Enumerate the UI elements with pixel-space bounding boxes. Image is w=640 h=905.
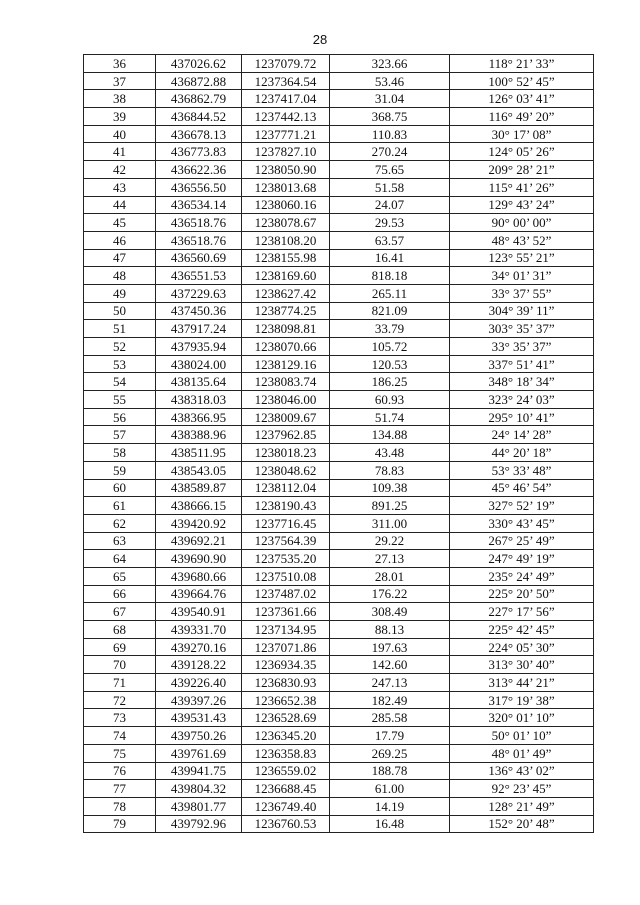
point-number-cell: 42: [84, 161, 156, 179]
x-coordinate-cell: 436862.79: [156, 90, 242, 108]
x-coordinate-cell: 439420.92: [156, 514, 242, 532]
point-number-cell: 51: [84, 320, 156, 338]
x-coordinate-cell: 436622.36: [156, 161, 242, 179]
direction-angle-cell: 30° 17’ 08”: [450, 125, 594, 143]
point-number-cell: 60: [84, 479, 156, 497]
direction-angle-cell: 92° 23’ 45”: [450, 780, 594, 798]
point-number-cell: 43: [84, 178, 156, 196]
direction-angle-cell: 317° 19’ 38”: [450, 691, 594, 709]
y-coordinate-cell: 1237510.08: [242, 567, 330, 585]
y-coordinate-cell: 1237962.85: [242, 426, 330, 444]
length-cell: 53.46: [330, 72, 450, 90]
y-coordinate-cell: 1238627.42: [242, 284, 330, 302]
point-number-cell: 68: [84, 621, 156, 639]
direction-angle-cell: 90° 00’ 00”: [450, 214, 594, 232]
direction-angle-cell: 209° 28’ 21”: [450, 161, 594, 179]
point-number-cell: 56: [84, 408, 156, 426]
direction-angle-cell: 34° 01’ 31”: [450, 267, 594, 285]
x-coordinate-cell: 436773.83: [156, 143, 242, 161]
y-coordinate-cell: 1237564.39: [242, 532, 330, 550]
point-number-cell: 69: [84, 638, 156, 656]
table-row: [84, 108, 594, 126]
length-cell: 323.66: [330, 55, 450, 73]
direction-angle-cell: 53° 33’ 48”: [450, 461, 594, 479]
table-row: [84, 302, 594, 320]
direction-angle-cell: 313° 30’ 40”: [450, 656, 594, 674]
table-row: [84, 762, 594, 780]
length-cell: 270.24: [330, 143, 450, 161]
y-coordinate-cell: 1238129.16: [242, 355, 330, 373]
length-cell: 60.93: [330, 391, 450, 409]
x-coordinate-cell: 438589.87: [156, 479, 242, 497]
x-coordinate-cell: 438366.95: [156, 408, 242, 426]
point-number-cell: 58: [84, 444, 156, 462]
length-cell: 88.13: [330, 621, 450, 639]
y-coordinate-cell: 1238169.60: [242, 267, 330, 285]
x-coordinate-cell: 439226.40: [156, 674, 242, 692]
length-cell: 78.83: [330, 461, 450, 479]
table-row: [84, 125, 594, 143]
table-row: [84, 621, 594, 639]
table-row: [84, 744, 594, 762]
length-cell: 31.04: [330, 90, 450, 108]
direction-angle-cell: 224° 05’ 30”: [450, 638, 594, 656]
direction-angle-cell: 152° 20’ 48”: [450, 815, 594, 833]
y-coordinate-cell: 1236830.93: [242, 674, 330, 692]
point-number-cell: 65: [84, 567, 156, 585]
y-coordinate-cell: 1238098.81: [242, 320, 330, 338]
point-number-cell: 78: [84, 797, 156, 815]
y-coordinate-cell: 1236749.40: [242, 797, 330, 815]
point-number-cell: 37: [84, 72, 156, 90]
y-coordinate-cell: 1236688.45: [242, 780, 330, 798]
length-cell: 17.79: [330, 727, 450, 745]
point-number-cell: 38: [84, 90, 156, 108]
point-number-cell: 73: [84, 709, 156, 727]
x-coordinate-cell: 439761.69: [156, 744, 242, 762]
x-coordinate-cell: 439540.91: [156, 603, 242, 621]
direction-angle-cell: 320° 01’ 10”: [450, 709, 594, 727]
x-coordinate-cell: 439270.16: [156, 638, 242, 656]
x-coordinate-cell: 438511.95: [156, 444, 242, 462]
table-row: [84, 408, 594, 426]
direction-angle-cell: 50° 01’ 10”: [450, 727, 594, 745]
x-coordinate-cell: 439680.66: [156, 567, 242, 585]
point-number-cell: 67: [84, 603, 156, 621]
point-number-cell: 62: [84, 514, 156, 532]
length-cell: 61.00: [330, 780, 450, 798]
direction-angle-cell: 33° 35’ 37”: [450, 338, 594, 356]
x-coordinate-cell: 437229.63: [156, 284, 242, 302]
y-coordinate-cell: 1238155.98: [242, 249, 330, 267]
y-coordinate-cell: 1238046.00: [242, 391, 330, 409]
table-row: [84, 461, 594, 479]
point-number-cell: 45: [84, 214, 156, 232]
y-coordinate-cell: 1238078.67: [242, 214, 330, 232]
x-coordinate-cell: 439804.32: [156, 780, 242, 798]
y-coordinate-cell: 1236760.53: [242, 815, 330, 833]
y-coordinate-cell: 1238009.67: [242, 408, 330, 426]
length-cell: 109.38: [330, 479, 450, 497]
length-cell: 269.25: [330, 744, 450, 762]
length-cell: 29.53: [330, 214, 450, 232]
table-row: [84, 514, 594, 532]
length-cell: 891.25: [330, 497, 450, 515]
length-cell: 368.75: [330, 108, 450, 126]
table-row: [84, 444, 594, 462]
length-cell: 28.01: [330, 567, 450, 585]
table-row: [84, 797, 594, 815]
length-cell: 24.07: [330, 196, 450, 214]
direction-angle-cell: 124° 05’ 26”: [450, 143, 594, 161]
direction-angle-cell: 24° 14’ 28”: [450, 426, 594, 444]
table-row: [84, 727, 594, 745]
direction-angle-cell: 128° 21’ 49”: [450, 797, 594, 815]
page-number: 28: [312, 32, 328, 47]
table-row: [84, 691, 594, 709]
point-number-cell: 48: [84, 267, 156, 285]
table-row: [84, 249, 594, 267]
direction-angle-cell: 337° 51’ 41”: [450, 355, 594, 373]
direction-angle-cell: 227° 17’ 56”: [450, 603, 594, 621]
y-coordinate-cell: 1237716.45: [242, 514, 330, 532]
table-row: [84, 567, 594, 585]
x-coordinate-cell: 437450.36: [156, 302, 242, 320]
y-coordinate-cell: 1238060.16: [242, 196, 330, 214]
point-number-cell: 77: [84, 780, 156, 798]
direction-angle-cell: 348° 18’ 34”: [450, 373, 594, 391]
table-row: [84, 72, 594, 90]
length-cell: 197.63: [330, 638, 450, 656]
direction-angle-cell: 323° 24’ 03”: [450, 391, 594, 409]
x-coordinate-cell: 438318.03: [156, 391, 242, 409]
point-number-cell: 63: [84, 532, 156, 550]
table-row: [84, 161, 594, 179]
table-row: [84, 320, 594, 338]
point-number-cell: 76: [84, 762, 156, 780]
direction-angle-cell: 44° 20’ 18”: [450, 444, 594, 462]
direction-angle-cell: 123° 55’ 21”: [450, 249, 594, 267]
y-coordinate-cell: 1238050.90: [242, 161, 330, 179]
length-cell: 247.13: [330, 674, 450, 692]
y-coordinate-cell: 1238018.23: [242, 444, 330, 462]
table-row: [84, 391, 594, 409]
y-coordinate-cell: 1237535.20: [242, 550, 330, 568]
table-row: [84, 479, 594, 497]
coordinates-table-body: [84, 55, 594, 833]
direction-angle-cell: 304° 39’ 11”: [450, 302, 594, 320]
y-coordinate-cell: 1238108.20: [242, 231, 330, 249]
table-row: [84, 178, 594, 196]
y-coordinate-cell: 1237827.10: [242, 143, 330, 161]
x-coordinate-cell: 439750.26: [156, 727, 242, 745]
length-cell: 110.83: [330, 125, 450, 143]
y-coordinate-cell: 1236345.20: [242, 727, 330, 745]
table-row: [84, 585, 594, 603]
length-cell: 63.57: [330, 231, 450, 249]
x-coordinate-cell: 436518.76: [156, 214, 242, 232]
x-coordinate-cell: 439128.22: [156, 656, 242, 674]
point-number-cell: 44: [84, 196, 156, 214]
point-number-cell: 66: [84, 585, 156, 603]
point-number-cell: 57: [84, 426, 156, 444]
x-coordinate-cell: 438666.15: [156, 497, 242, 515]
point-number-cell: 54: [84, 373, 156, 391]
x-coordinate-cell: 439531.43: [156, 709, 242, 727]
y-coordinate-cell: 1237487.02: [242, 585, 330, 603]
direction-angle-cell: 116° 49’ 20”: [450, 108, 594, 126]
table-row: [84, 284, 594, 302]
direction-angle-cell: 45° 46’ 54”: [450, 479, 594, 497]
direction-angle-cell: 118° 21’ 33”: [450, 55, 594, 73]
point-number-cell: 49: [84, 284, 156, 302]
table-row: [84, 143, 594, 161]
point-number-cell: 52: [84, 338, 156, 356]
y-coordinate-cell: 1237771.21: [242, 125, 330, 143]
direction-angle-cell: 48° 01’ 49”: [450, 744, 594, 762]
x-coordinate-cell: 439801.77: [156, 797, 242, 815]
table-row: [84, 603, 594, 621]
length-cell: 818.18: [330, 267, 450, 285]
direction-angle-cell: 225° 42’ 45”: [450, 621, 594, 639]
point-number-cell: 61: [84, 497, 156, 515]
length-cell: 285.58: [330, 709, 450, 727]
y-coordinate-cell: 1238774.25: [242, 302, 330, 320]
length-cell: 105.72: [330, 338, 450, 356]
length-cell: 75.65: [330, 161, 450, 179]
length-cell: 33.79: [330, 320, 450, 338]
y-coordinate-cell: 1236652.38: [242, 691, 330, 709]
length-cell: 311.00: [330, 514, 450, 532]
x-coordinate-cell: 436534.14: [156, 196, 242, 214]
table-row: [84, 196, 594, 214]
direction-angle-cell: 225° 20’ 50”: [450, 585, 594, 603]
direction-angle-cell: 115° 41’ 26”: [450, 178, 594, 196]
direction-angle-cell: 48° 43’ 52”: [450, 231, 594, 249]
length-cell: 14.19: [330, 797, 450, 815]
x-coordinate-cell: 438135.64: [156, 373, 242, 391]
point-number-cell: 75: [84, 744, 156, 762]
point-number-cell: 40: [84, 125, 156, 143]
x-coordinate-cell: 438543.05: [156, 461, 242, 479]
y-coordinate-cell: 1237134.95: [242, 621, 330, 639]
table-row: [84, 815, 594, 833]
y-coordinate-cell: 1238013.68: [242, 178, 330, 196]
point-number-cell: 55: [84, 391, 156, 409]
direction-angle-cell: 247° 49’ 19”: [450, 550, 594, 568]
length-cell: 182.49: [330, 691, 450, 709]
point-number-cell: 72: [84, 691, 156, 709]
table-row: [84, 656, 594, 674]
y-coordinate-cell: 1236358.83: [242, 744, 330, 762]
direction-angle-cell: 129° 43’ 24”: [450, 196, 594, 214]
length-cell: 16.41: [330, 249, 450, 267]
table-row: [84, 709, 594, 727]
length-cell: 16.48: [330, 815, 450, 833]
y-coordinate-cell: 1238190.43: [242, 497, 330, 515]
x-coordinate-cell: 439792.96: [156, 815, 242, 833]
length-cell: 142.60: [330, 656, 450, 674]
table-row: [84, 355, 594, 373]
x-coordinate-cell: 439941.75: [156, 762, 242, 780]
table-row: [84, 267, 594, 285]
direction-angle-cell: 100° 52’ 45”: [450, 72, 594, 90]
table-row: [84, 532, 594, 550]
direction-angle-cell: 235° 24’ 49”: [450, 567, 594, 585]
x-coordinate-cell: 439397.26: [156, 691, 242, 709]
length-cell: 120.53: [330, 355, 450, 373]
y-coordinate-cell: 1238070.66: [242, 338, 330, 356]
x-coordinate-cell: 436556.50: [156, 178, 242, 196]
x-coordinate-cell: 438388.96: [156, 426, 242, 444]
table-row: [84, 638, 594, 656]
length-cell: 176.22: [330, 585, 450, 603]
length-cell: 265.11: [330, 284, 450, 302]
table-row: [84, 231, 594, 249]
direction-angle-cell: 327° 52’ 19”: [450, 497, 594, 515]
point-number-cell: 59: [84, 461, 156, 479]
x-coordinate-cell: 437026.62: [156, 55, 242, 73]
length-cell: 43.48: [330, 444, 450, 462]
point-number-cell: 46: [84, 231, 156, 249]
x-coordinate-cell: 437917.24: [156, 320, 242, 338]
y-coordinate-cell: 1238083.74: [242, 373, 330, 391]
coordinates-table: [83, 54, 594, 833]
x-coordinate-cell: 437935.94: [156, 338, 242, 356]
y-coordinate-cell: 1236559.02: [242, 762, 330, 780]
direction-angle-cell: 136° 43’ 02”: [450, 762, 594, 780]
x-coordinate-cell: 436872.88: [156, 72, 242, 90]
point-number-cell: 79: [84, 815, 156, 833]
y-coordinate-cell: 1238048.62: [242, 461, 330, 479]
point-number-cell: 41: [84, 143, 156, 161]
length-cell: 51.74: [330, 408, 450, 426]
x-coordinate-cell: 439331.70: [156, 621, 242, 639]
direction-angle-cell: 313° 44’ 21”: [450, 674, 594, 692]
y-coordinate-cell: 1237364.54: [242, 72, 330, 90]
x-coordinate-cell: 436844.52: [156, 108, 242, 126]
table-row: [84, 426, 594, 444]
point-number-cell: 39: [84, 108, 156, 126]
point-number-cell: 36: [84, 55, 156, 73]
table-row: [84, 550, 594, 568]
table-row: [84, 338, 594, 356]
y-coordinate-cell: 1236934.35: [242, 656, 330, 674]
direction-angle-cell: 126° 03’ 41”: [450, 90, 594, 108]
point-number-cell: 53: [84, 355, 156, 373]
length-cell: 308.49: [330, 603, 450, 621]
point-number-cell: 50: [84, 302, 156, 320]
x-coordinate-cell: 438024.00: [156, 355, 242, 373]
length-cell: 29.22: [330, 532, 450, 550]
length-cell: 134.88: [330, 426, 450, 444]
table-row: [84, 674, 594, 692]
x-coordinate-cell: 436560.69: [156, 249, 242, 267]
length-cell: 186.25: [330, 373, 450, 391]
length-cell: 821.09: [330, 302, 450, 320]
direction-angle-cell: 330° 43’ 45”: [450, 514, 594, 532]
x-coordinate-cell: 436678.13: [156, 125, 242, 143]
table-row: [84, 214, 594, 232]
y-coordinate-cell: 1237079.72: [242, 55, 330, 73]
point-number-cell: 74: [84, 727, 156, 745]
point-number-cell: 47: [84, 249, 156, 267]
direction-angle-cell: 33° 37’ 55”: [450, 284, 594, 302]
y-coordinate-cell: 1236528.69: [242, 709, 330, 727]
direction-angle-cell: 303° 35’ 37”: [450, 320, 594, 338]
x-coordinate-cell: 439664.76: [156, 585, 242, 603]
direction-angle-cell: 267° 25’ 49”: [450, 532, 594, 550]
x-coordinate-cell: 439692.21: [156, 532, 242, 550]
y-coordinate-cell: 1237361.66: [242, 603, 330, 621]
length-cell: 51.58: [330, 178, 450, 196]
x-coordinate-cell: 436551.53: [156, 267, 242, 285]
point-number-cell: 64: [84, 550, 156, 568]
table-row: [84, 55, 594, 73]
point-number-cell: 71: [84, 674, 156, 692]
table-row: [84, 90, 594, 108]
length-cell: 27.13: [330, 550, 450, 568]
length-cell: 188.78: [330, 762, 450, 780]
x-coordinate-cell: 436518.76: [156, 231, 242, 249]
table-row: [84, 780, 594, 798]
x-coordinate-cell: 439690.90: [156, 550, 242, 568]
y-coordinate-cell: 1238112.04: [242, 479, 330, 497]
table-row: [84, 497, 594, 515]
point-number-cell: 70: [84, 656, 156, 674]
y-coordinate-cell: 1237071.86: [242, 638, 330, 656]
y-coordinate-cell: 1237442.13: [242, 108, 330, 126]
direction-angle-cell: 295° 10’ 41”: [450, 408, 594, 426]
y-coordinate-cell: 1237417.04: [242, 90, 330, 108]
table-row: [84, 373, 594, 391]
